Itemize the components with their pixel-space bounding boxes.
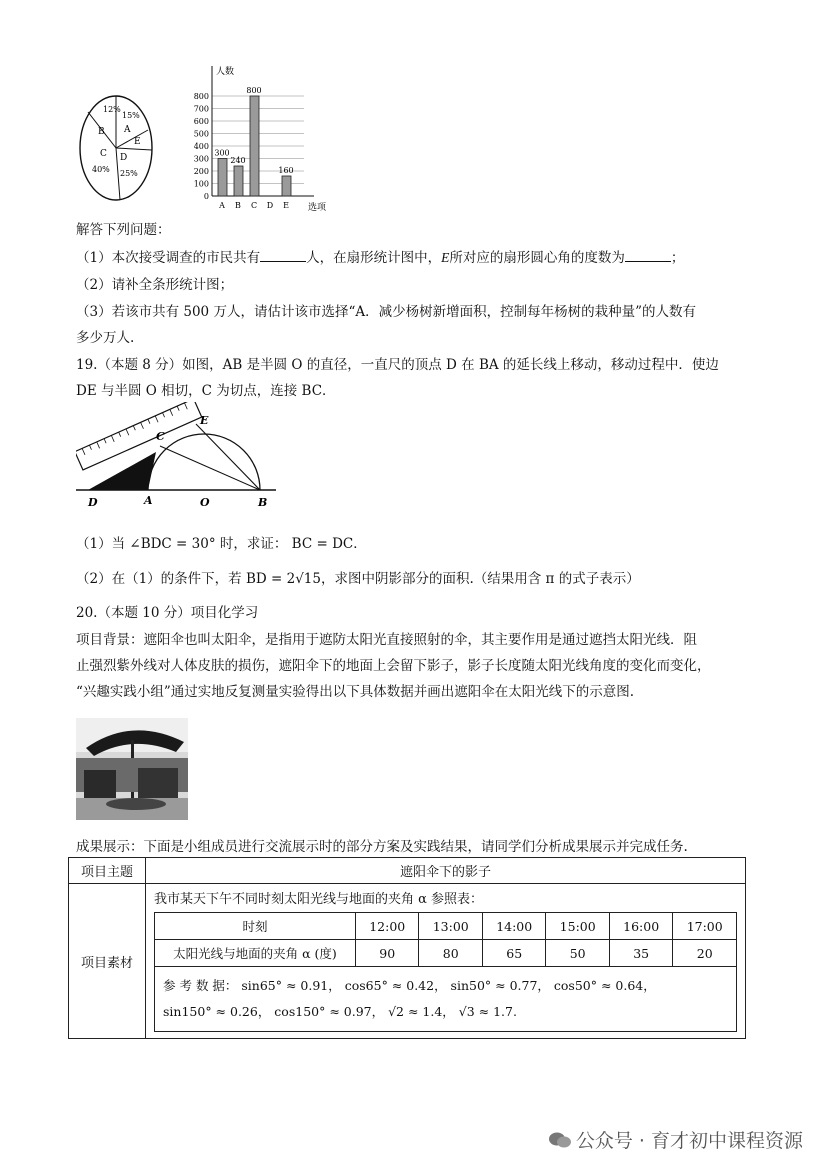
y-tick-label: 200 <box>193 167 209 176</box>
bar-data-label: 800 <box>246 86 262 95</box>
q19-sub1: （1）当 ∠BDC = 30° 时，求证： BC = DC． <box>76 536 367 552</box>
angle-cell: 50 <box>546 940 609 967</box>
q18-part2: （2）请补全条形统计图； <box>76 277 234 293</box>
bar <box>218 159 227 197</box>
table-caption: 我市某天下午不同时刻太阳光线与地面的夹角 α 参照表： <box>154 892 484 907</box>
pie-label-b: B <box>98 127 105 137</box>
time-cell: 14:00 <box>482 913 545 940</box>
q18-part3-line2: 多少万人. <box>76 330 135 346</box>
q20-title: 20.（本题 10 分）项目化学习 <box>76 605 259 621</box>
q19-figure <box>76 402 276 514</box>
q20-background-line1: 项目背景：遮阳伞也叫太阳伞，是指用于遮防太阳光直接照射的伞，其主要作用是通过遮挡太阳光线．阻 <box>76 632 697 648</box>
y-tick-label: 400 <box>193 142 209 151</box>
q19-stem-line2: DE 与半圆 O 相切，C 为切点，连接 BC． <box>76 383 336 399</box>
x-tick-label: C <box>250 201 258 210</box>
bar-chart <box>192 62 332 214</box>
theme-label: 项目主题 <box>69 858 146 884</box>
y-tick-label: 300 <box>193 154 209 164</box>
pie-label-d: D <box>120 153 128 163</box>
q18-part3-line1: （3）若该市共有 500 万人，请估计该市选择“A．减少杨树新增面积，控制每年杨树的栽种量”的人数有 <box>76 304 696 320</box>
pie-pct-a: 15% <box>122 111 140 120</box>
x-tick-label: B <box>235 201 241 210</box>
y-axis-label: 人数 <box>216 67 235 77</box>
time-row-label: 时刻 <box>155 913 356 940</box>
pie-chart <box>76 92 162 204</box>
bar <box>234 166 243 196</box>
bar-data-label: 240 <box>230 156 246 165</box>
answer-blank-2[interactable] <box>625 249 671 262</box>
pie-label-e: E <box>134 137 141 147</box>
x-axis-label: 选项 <box>308 203 327 213</box>
angle-cell: 80 <box>419 940 482 967</box>
pie-pct-c: 40% <box>92 165 110 174</box>
pie-pct-d: 25% <box>120 169 138 178</box>
y-tick-label: 100 <box>193 179 209 189</box>
x-tick-label: A <box>219 201 225 210</box>
time-cell: 17:00 <box>673 913 737 940</box>
q19-stem-line1: 19.（本题 8 分）如图，AB 是半圆 O 的直径，一直尺的顶点 D 在 BA 的延长线上移动，移动过程中．使边 <box>76 357 719 373</box>
material-label: 项目素材 <box>69 884 146 1039</box>
y-tick-label: 800 <box>193 92 209 101</box>
time-cell: 15:00 <box>546 913 609 940</box>
point-d: D <box>88 496 98 509</box>
point-b: B <box>258 496 268 509</box>
y-tick-label: 500 <box>193 129 209 139</box>
bar <box>282 176 291 196</box>
point-o: O <box>200 496 210 509</box>
q19-sub2: （2）在（1）的条件下，若 BD = 2√15，求图中阴影部分的面积.（结果用含 π 的式子表示） <box>76 571 640 587</box>
point-e: E <box>200 414 209 427</box>
watermark: 公众号 · 育才初中课程资源 <box>548 1126 803 1153</box>
reference-data-line1: 参 考 数 据： sin65° ≈ 0.91， cos65° ≈ 0.42， sin50° ≈ 0.77， cos50° ≈ 0.64， <box>163 978 656 993</box>
time-cell: 12:00 <box>356 913 419 940</box>
bar-data-label: 160 <box>278 166 294 175</box>
y-tick-label: 700 <box>193 104 209 114</box>
q20-background-line3: “兴趣实践小组”通过实地反复测量实验得出以下具体数据并画出遮阳伞在太阳光线下的示意图. <box>76 684 635 700</box>
answer-blank-1[interactable] <box>260 249 306 262</box>
q20-results-intro: 成果展示：下面是小组成员进行交流展示时的部分方案及实践结果，请同学们分析成果展示并完成任务. <box>76 839 688 855</box>
x-tick-label: D <box>266 201 274 210</box>
reference-data-line2: sin150° ≈ 0.26， cos150° ≈ 0.97， √2 ≈ 1.4， √3 ≈ 1.7. <box>163 1004 517 1019</box>
angle-cell: 90 <box>356 940 419 967</box>
wechat-icon <box>548 1131 572 1149</box>
q20-background-line2: 止强烈紫外线对人体皮肤的损伤，遮阳伞下的地面上会留下影子，影子长度随太阳光线角度的变化而变化， <box>76 658 711 674</box>
angle-table <box>154 912 737 1032</box>
time-cell: 16:00 <box>609 913 672 940</box>
q18-intro: 解答下列问题： <box>76 222 171 238</box>
pie-label-a: A <box>124 125 131 135</box>
y-tick-label: 600 <box>193 117 209 126</box>
bar <box>250 96 259 196</box>
pie-label-c: C <box>100 149 107 159</box>
theme-value: 遮阳伞下的影子 <box>146 858 746 884</box>
angle-cell: 20 <box>673 940 737 967</box>
x-tick-label: E <box>283 201 289 210</box>
angle-cell: 65 <box>482 940 545 967</box>
umbrella-photo <box>76 718 188 820</box>
point-c: C <box>156 430 165 443</box>
time-cell: 13:00 <box>419 913 482 940</box>
pie-pct-b: 12% <box>103 105 121 114</box>
angle-row-label: 太阳光线与地面的夹角 α (度) <box>155 940 356 967</box>
project-table <box>68 857 746 1039</box>
bar-data-label: 300 <box>214 148 230 158</box>
q18-part1: （1）本次接受调查的市民共有 人，在扇形统计图中，E所对应的扇形圆心角的度数为 ； <box>76 250 685 266</box>
y-tick-label: 0 <box>203 192 209 201</box>
angle-cell: 35 <box>609 940 672 967</box>
point-a: A <box>144 494 153 507</box>
